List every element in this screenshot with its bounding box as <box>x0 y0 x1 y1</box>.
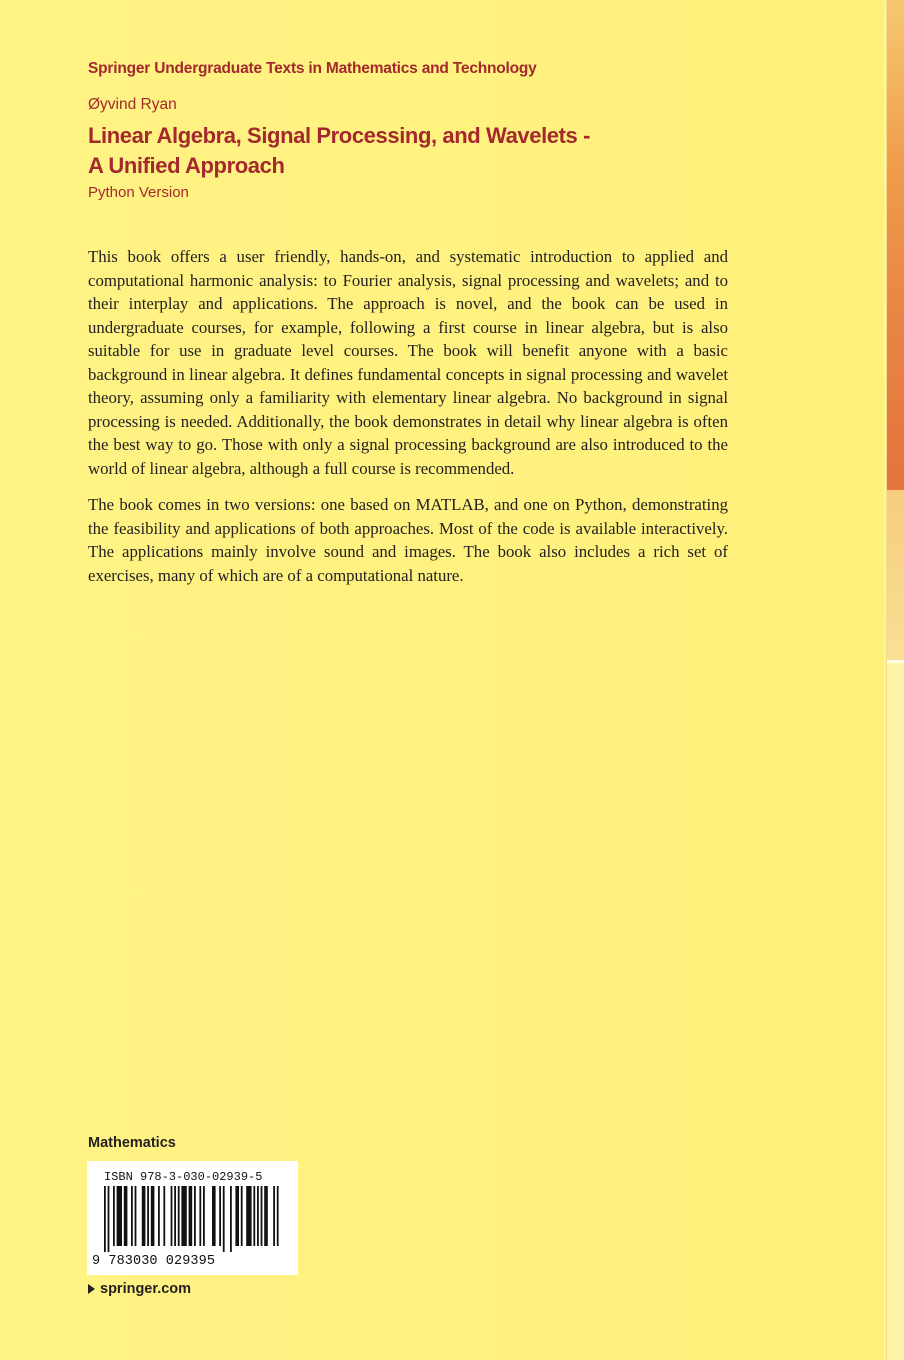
barcode-bar <box>131 1186 133 1246</box>
spine-white-line <box>887 660 904 663</box>
barcode-bar <box>147 1186 149 1246</box>
barcode-bar <box>257 1186 259 1246</box>
barcode-bar <box>117 1186 122 1246</box>
barcode-bar <box>171 1186 173 1246</box>
barcode-bar <box>212 1186 216 1246</box>
barcode-bar <box>124 1186 128 1246</box>
barcode-bars <box>104 1186 282 1252</box>
isbn-label: ISBN 978-3-030-02939-5 <box>104 1170 263 1184</box>
barcode-bar <box>273 1186 275 1246</box>
subject-category: Mathematics <box>88 1135 176 1151</box>
barcode-bar <box>230 1186 232 1252</box>
barcode-bar <box>253 1186 255 1246</box>
barcode-bar <box>181 1186 186 1246</box>
publisher-website[interactable] <box>88 1281 191 1297</box>
barcode-bar <box>219 1186 221 1246</box>
author-name: Øyvind Ryan <box>88 96 177 113</box>
barcode-bar <box>151 1186 155 1246</box>
barcode-digits: 9 783030 029395 <box>92 1254 216 1269</box>
barcode-bar <box>108 1186 110 1252</box>
barcode-bar <box>203 1186 205 1246</box>
barcode-bar <box>194 1186 196 1246</box>
barcode-bar <box>135 1186 137 1246</box>
barcode-bar <box>163 1186 165 1246</box>
barcode-bar <box>264 1186 268 1246</box>
barcode-bar <box>142 1186 146 1246</box>
barcode-bar <box>235 1186 239 1246</box>
book-subtitle: Python Version <box>88 184 189 201</box>
triangle-right-icon <box>88 1284 95 1294</box>
spine-edge <box>884 0 904 1360</box>
barcode-bar <box>158 1186 160 1246</box>
spine-light-band <box>887 490 904 660</box>
book-description <box>88 245 728 600</box>
barcode-bar <box>104 1186 106 1252</box>
barcode-bar <box>113 1186 115 1246</box>
spine-orange-band <box>887 0 904 490</box>
barcode-bar <box>241 1186 243 1246</box>
barcode-bar <box>174 1186 176 1246</box>
barcode-bar <box>261 1186 263 1246</box>
barcode-bar <box>246 1186 251 1246</box>
barcode-bar <box>277 1186 279 1246</box>
barcode-bar <box>199 1186 201 1246</box>
barcode-bar <box>178 1186 180 1246</box>
barcode-bar <box>223 1186 225 1252</box>
book-title-line-1: Linear Algebra, Signal Processing, and Wavelets - <box>88 123 591 148</box>
description-paragraph-1: This book offers a user friendly, hands-on, and systematic introduction to applied and computational harmonic analysis: to Fourier analysis, signal processing and wavelets; and to their interplay and applications. The approach is novel, and the book can be used in undergraduate courses, for example, following a first course in linear algebra, but is also suitable for use in graduate level courses. The book will benefit anyone with a basic background in linear algebra. It defines fundamental concepts in signal processing and wavelet theory, assuming only a familiarity with elementary linear algebra. No background in signal processing is needed. Additionally, the book demonstrates in detail why linear algebra is often the best way to go. Those with only a signal processing background are also introduced to the world of linear algebra, although a full course is recommended. <box>88 247 728 478</box>
book-title-line-2: A Unified Approach <box>88 153 285 178</box>
isbn-barcode <box>87 1161 298 1275</box>
description-paragraph-2: The book comes in two versions: one based on MATLAB, and one on Python, demonstrating the feasibility and applications of both approaches. Most of the code is available interactively. The applications mainly involve sound and images. The book also includes a rich set of exercises, many of which are of a computational nature. <box>88 495 728 585</box>
series-title: Springer Undergraduate Texts in Mathematics and Technology <box>88 60 537 77</box>
website-text: springer.com <box>100 1281 192 1297</box>
barcode-bar <box>189 1186 193 1246</box>
book-title <box>88 121 590 181</box>
